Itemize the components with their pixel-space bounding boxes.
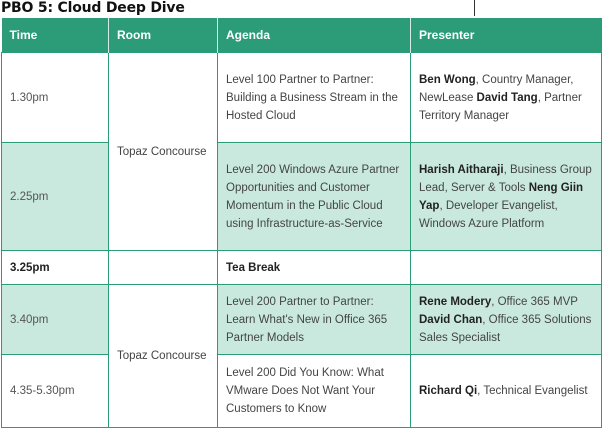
presenter-role: , Partner Territory Manager (419, 91, 582, 122)
presenter-name: David Chan (419, 313, 483, 326)
presenter-name: Neng Giin Yap (419, 181, 584, 212)
table-row (2, 143, 602, 251)
presenter-cell (411, 285, 602, 355)
presenter-name: David Tang (476, 91, 538, 104)
page-title: PBO 5: Cloud Deep Dive (1, 0, 185, 16)
header-room: Room (109, 18, 218, 53)
header-presenter: Presenter (411, 18, 602, 53)
time-cell: 4.35-5.30pm (2, 355, 109, 428)
time-cell: 3.40pm (2, 285, 109, 355)
room-cell: Topaz Concourse (109, 285, 218, 428)
presenter-role: , Developer Evangelist, Windows Azure Platform (419, 199, 558, 230)
presenter-role: , Country Manager, NewLease (419, 73, 574, 104)
presenter-cell (411, 355, 602, 428)
agenda-cell: Level 100 Partner to Partner: Building a Business Stream in the Hosted Cloud (218, 53, 411, 143)
table-row (2, 355, 602, 428)
presenter-name: Harish Aitharaji (419, 163, 504, 176)
header-time: Time (2, 18, 109, 53)
presenter-cell (411, 143, 602, 251)
agenda-cell: Level 200 Windows Azure Partner Opportunities and Customer Momentum in the Public Cloud using Infrastructure-as-Service (218, 143, 411, 251)
agenda-cell: Level 200 Partner to Partner: Learn What's New in Office 365 Partner Models (218, 285, 411, 355)
presenter-cell (411, 53, 602, 143)
room-cell: Topaz Concourse (109, 53, 218, 251)
title-divider (474, 0, 475, 16)
header-agenda: Agenda (218, 18, 411, 53)
presenter-cell-empty (411, 251, 602, 285)
time-cell: 1.30pm (2, 53, 109, 143)
schedule-table (1, 18, 602, 428)
presenter-role: , Office 365 MVP (491, 295, 578, 308)
presenter-role: , Business Group Lead, Server & Tools (419, 163, 592, 194)
table-row (2, 285, 602, 355)
room-cell-empty (109, 251, 218, 285)
presenter-name: Richard Qi (419, 385, 478, 397)
table-header-row (2, 18, 602, 53)
agenda-cell: Level 200 Did You Know: What VMware Does Not Want Your Customers to Know (218, 355, 411, 428)
presenter-name: Rene Modery (419, 295, 492, 308)
presenter-name: Ben Wong (419, 73, 476, 86)
table-row (2, 251, 602, 285)
time-cell: 3.25pm (2, 251, 109, 285)
presenter-role: , Technical Evangelist (477, 385, 588, 397)
time-cell: 2.25pm (2, 143, 109, 251)
table-row (2, 53, 602, 143)
agenda-cell: Tea Break (218, 251, 411, 285)
presenter-role: , Office 365 Solutions Sales Specialist (419, 313, 592, 344)
